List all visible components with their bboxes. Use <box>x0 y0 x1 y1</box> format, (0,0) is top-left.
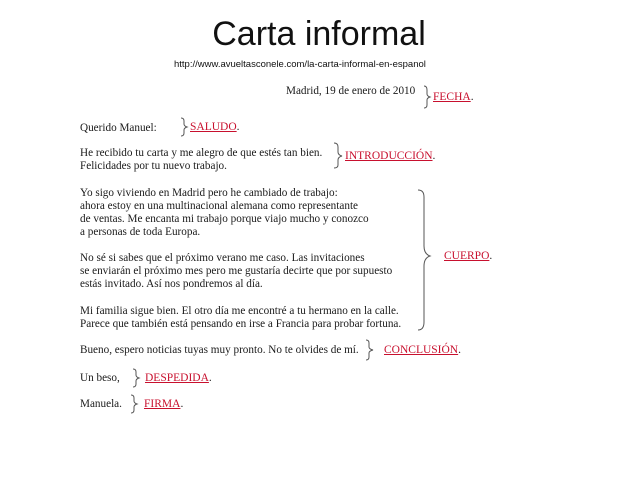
cuerpo-p2-line-1: No sé si sabes que el próximo verano me caso. Las invitaciones <box>80 252 365 264</box>
saludo-text: Querido Manuel: <box>80 122 157 134</box>
conclusion-text: Bueno, espero noticias tuyas muy pronto. No te olvides de mí. <box>80 344 359 356</box>
label-introduccion: INTRODUCCIÓN. <box>345 150 436 162</box>
label-saludo: SALUDO. <box>190 121 240 133</box>
cuerpo-p3-line-1: Mi familia sigue bien. El otro día me encontré a tu hermano en la calle. <box>80 305 399 317</box>
cuerpo-p1-line-3: de ventas. Me encanta mi trabajo porque viajo mucho y conozco <box>80 213 369 225</box>
label-cuerpo: CUERPO. <box>444 250 493 262</box>
cuerpo-p2-line-3: estás invitado. Así nos pondremos al día. <box>80 278 263 290</box>
introduccion-line-1: He recibido tu carta y me alegro de que estés tan bien. <box>80 147 323 159</box>
label-firma: FIRMA. <box>144 398 184 410</box>
source-url: http://www.avueltasconele.com/la-carta-informal-en-espanol <box>174 59 426 70</box>
cuerpo-p1-line-4: a personas de toda Europa. <box>80 226 201 238</box>
label-fecha: FECHA. <box>433 91 474 103</box>
brace-despedida <box>133 369 139 387</box>
brace-cuerpo <box>418 190 430 330</box>
firma-text: Manuela. <box>80 398 122 410</box>
cuerpo-p1-line-1: Yo sigo viviendo en Madrid pero he cambiado de trabajo: <box>80 187 338 199</box>
cuerpo-p3-line-2: Parece que también está pensando en irse a Francia para probar fortuna. <box>80 318 402 330</box>
introduccion-line-2: Felicidades por tu nuevo trabajo. <box>80 160 227 172</box>
brace-firma <box>131 395 137 413</box>
brace-fecha <box>424 86 430 108</box>
brace-introduccion <box>334 143 342 168</box>
label-despedida: DESPEDIDA. <box>145 372 212 384</box>
brace-saludo <box>181 118 187 136</box>
label-conclusion: CONCLUSIÓN. <box>384 344 461 356</box>
despedida-text: Un beso, <box>80 372 120 384</box>
fecha-text: Madrid, 19 de enero de 2010 <box>286 85 416 97</box>
cuerpo-p2-line-2: se enviarán el próximo mes pero me gustaría decirte que por supuesto <box>80 265 393 277</box>
brace-conclusion <box>366 340 373 360</box>
slide-title: Carta informal <box>212 15 426 53</box>
cuerpo-p1-line-2: ahora estoy en una multinacional alemana como representante <box>80 200 359 212</box>
